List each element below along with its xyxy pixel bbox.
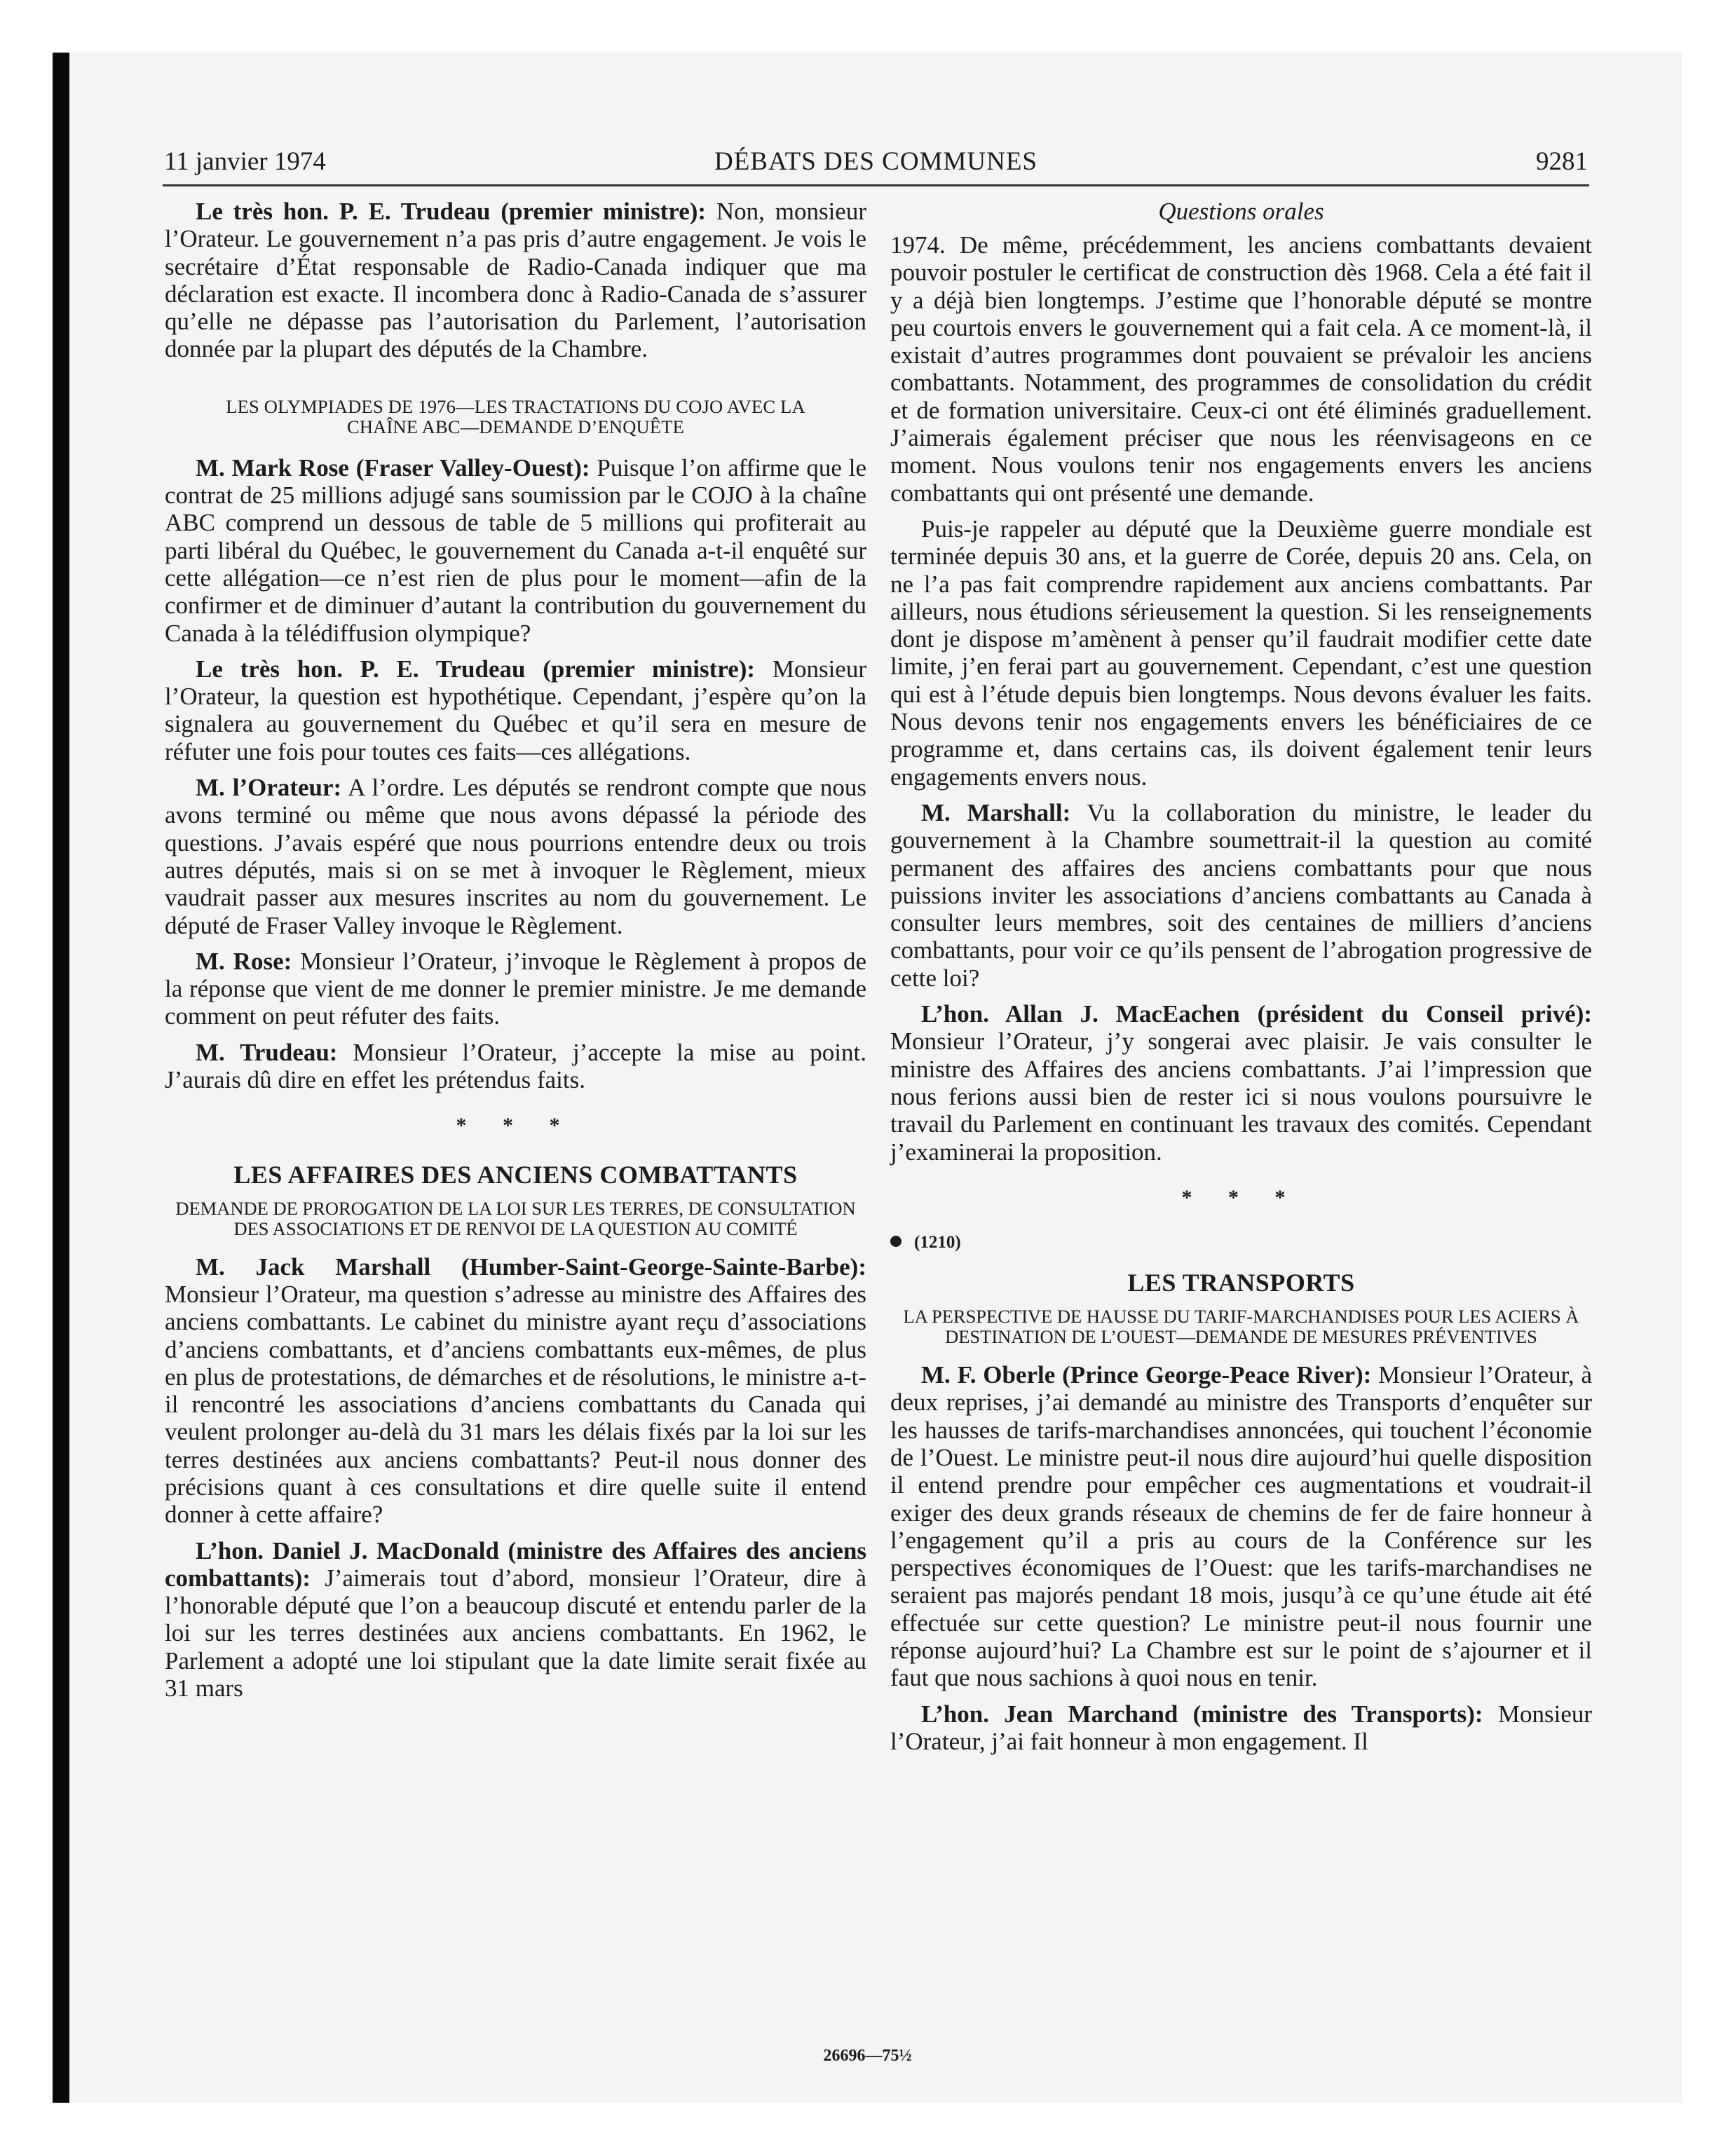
- speech: Vu la collaboration du ministre, le leader du gouvernement à la Chambre soumettrait-il la question au comité permanent des affaires des anciens combattants pour que nous puissions inviter les associations d’anciens combattants au Canada à consulter leurs membres, soit des centaines de milliers d’anciens combattants, pour voir ce qu’ils pensent de l’abrogation progressive de cette loi?: [890, 798, 1593, 992]
- speaker: Le très hon. P. E. Trudeau (premier ministre):: [196, 198, 707, 225]
- speech: A l’ordre. Les députés se rendront compte que nous avons terminé ou même que nous avons dépassé la période des questions. J’avais espéré que nous pourrions entendre deux ou trois autres députés, mais si on se met à invoquer le Règlement, mieux vaudrait passer aux mesures inscrites au nom du gouvernement. Le député de Fraser Valley invoque le Règlement.: [165, 774, 866, 939]
- speech: Monsieur l’Orateur, à deux reprises, j’ai demandé au ministre des Transports d’enquêter sur les hausses de tarifs-marchandises annoncées, qui touchent l’économie de l’Ouest. Le ministre peut-il nous dire aujourd’hui quelle disposition il entend prendre pour empêcher ces augmentations et voudrait-il exiger des deux grands réseaux de chemins de fer de faire honneur à l’engagement qu’il a pris au cours de la Conférence sur les perspectives économiques de l’Ouest: que les tarifs-marchandises ne seraient pas majorés pendant 18 mois, jusqu’à ce qu’une étude ait été effectuée sur cette question? Le ministre peut-il nous fournir une réponse aujourd’hui? La Chambre est sur le point de s’ajourner et il faut que nous sachions à quoi nous en tenir.: [890, 1361, 1592, 1692]
- speech: Monsieur l’Orateur, j’invoque le Règlement à propos de la réponse que vient de me donner le premier ministre. Je me demande comment on peut réfuter des faits.: [165, 947, 866, 1030]
- header-page-number: 9281: [1536, 147, 1588, 176]
- paragraph: 1974. De même, précédemment, les anciens combattants devaient pouvoir postuler le certificat de construction dès 1968. Cela a été fait il y a déjà bien longtemps. J’estime que l’honorable député se montre peu courtois envers le gouvernement qui a fait cela. A ce moment-là, il existait d’autres programmes dont pouvaient se prévaloir les anciens combattants. Notamment, des programmes de consolidation du crédit et de formation universitaire. Ceux-ci ont été éliminés graduellement. J’aimerais également préciser que nous les réenvisageons en ce moment. Nous voulons tenir nos engagements envers les anciens combattants qui ont présenté une demande.: [890, 231, 1592, 507]
- header-date: 11 janvier 1974: [164, 147, 326, 176]
- running-head: Questions orales: [1158, 198, 1324, 225]
- scan-left-edge: [53, 53, 69, 2103]
- speaker: M. Rose:: [196, 947, 292, 975]
- time-marker-text: (1210): [914, 1233, 961, 1253]
- speech: Monsieur l’Orateur, j’ai fait honneur à mon engagement. Il: [890, 1700, 1593, 1755]
- paragraph: [890, 799, 1592, 992]
- paragraph: [890, 1700, 1592, 1756]
- speech: Puisque l’on affirme que le contrat de 25 millions adjugé sans soumission par le COJO à la chaîne ABC comprend un dessous de table de 5 millions qui profiterait au parti libéral du Québec, le gouvernement du Canada a-t-il enquêté sur cette allégation—ce n’est rien de plus pour le moment—afin de la confirmer et de diminuer d’autant la contribution du gouvernement du Canada à la télédiffusion olympique?: [165, 453, 866, 647]
- speaker: L’hon. Allan J. MacEachen (président du Conseil privé):: [921, 1000, 1592, 1028]
- section-subtitle: LA PERSPECTIVE DE HAUSSE DU TARIF-MARCHANDISES POUR LES ACIERS À DESTINATION DE L’OUEST—DEMANDE DE MESURES PRÉVENTIVES: [903, 1306, 1579, 1348]
- speaker: L’hon. Jean Marchand (ministre des Transports):: [921, 1700, 1483, 1728]
- speech: Monsieur l’Orateur, j’accepte la mise au point. J’aurais dû dire en effet les prétendus faits.: [165, 1038, 866, 1094]
- speech: J’aimerais tout d’abord, monsieur l’Orateur, dire à l’honorable député que l’on a beaucoup discuté et entendu parler de la loi sur les terres destinées aux anciens combattants. En 1962, le Parlement a adopté une loi stipulant que la date limite serait fixée au 31 mars: [165, 1564, 866, 1703]
- speaker: M. F. Oberle (Prince George-Peace River):: [921, 1361, 1372, 1389]
- paragraph: [165, 454, 866, 647]
- speech: Monsieur l’Orateur, ma question s’adresse au ministre des Affaires des anciens combattants. Le cabinet du ministre ayant reçu d’associations d’anciens combattants, et d’anciens combattants eux-mêmes, de plus en plus de protestations, de démarches et de résolutions, le ministre a-t-il rencontré les associations d’anciens combattants du Canada qui veulent prolonger au-delà du 31 mars les délais fixés par la loi sur les terres destinées aux anciens combattants? Peut-il nous donner des précisions quant à ces consultations et dire quelle suite il entend donner à cette affaire?: [165, 1280, 866, 1529]
- header-publication: DÉBATS DES COMMUNES: [714, 147, 1037, 176]
- speaker: M. Jack Marshall (Humber-Saint-George-Sainte-Barbe):: [196, 1253, 866, 1281]
- bullet-icon: [890, 1236, 901, 1247]
- section-separator: * * *: [1181, 1185, 1301, 1209]
- paragraph: [165, 1537, 866, 1703]
- speaker: Le très hon. P. E. Trudeau (premier ministre):: [196, 655, 756, 683]
- right-column: [890, 198, 1592, 1763]
- speech: Non, monsieur l’Orateur. Le gouvernement n’a pas pris d’autre engagement. Je vois le secrétaire d’État responsable de Radio-Canada indiquer que ma déclaration est exacte. Il incombera donc à Radio-Canada de s’assurer qu’elle ne dépasse pas l’autorisation du Parlement, l’autorisation donnée par la plupart des députés de la Chambre.: [165, 198, 866, 363]
- speaker: M. Trudeau:: [196, 1038, 338, 1066]
- page-header: [163, 144, 1589, 186]
- paragraph: [890, 1361, 1592, 1692]
- paragraph: [165, 1039, 866, 1094]
- speaker: M. Marshall:: [921, 798, 1071, 826]
- section-heading: LES OLYMPIADES DE 1976—LES TRACTATIONS DU COJO AVEC LA CHAÎNE ABC—DEMANDE D’ENQUÊTE: [226, 395, 805, 437]
- speech: Monsieur l’Orateur, la question est hypothétique. Cependant, j’espère qu’on la signalera au gouvernement du Québec et qu’il sera en mesure de réfuter une fois pour toutes ces faits—ces allégations.: [165, 655, 866, 765]
- section-title: LES TRANSPORTS: [1127, 1269, 1355, 1297]
- section-title: LES AFFAIRES DES ANCIENS COMBATTANTS: [233, 1160, 798, 1189]
- paragraph: [165, 1253, 866, 1529]
- speaker: L’hon. Daniel J. MacDonald (ministre des Affaires des anciens combattants):: [165, 1536, 866, 1592]
- paragraph: [165, 655, 866, 765]
- speaker: M. Mark Rose (Fraser Valley-Ouest):: [196, 453, 590, 482]
- section-subtitle: DEMANDE DE PROROGATION DE LA LOI SUR LES TERRES, DE CONSULTATION DES ASSOCIATIONS ET DE RENVOI DE LA QUESTION AU COMITÉ: [175, 1197, 856, 1239]
- time-marker: [890, 1232, 1592, 1253]
- speaker: M. l’Orateur:: [196, 774, 342, 802]
- paragraph: [165, 948, 866, 1030]
- paragraph: [165, 198, 866, 363]
- section-separator: * * *: [456, 1114, 576, 1138]
- paragraph: Puis-je rappeler au député que la Deuxième guerre mondiale est terminée depuis 30 ans, et la guerre de Corée, depuis 20 ans. Cela, on ne l’a pas fait comprendre rapidement aux anciens combattants. Par ailleurs, nous étudions sérieusement la question. Si les renseignements dont je dispose m’amènent à penser qu’il faudrait modifier cette date limite, j’en ferai part au gouvernement. Cependant, c’est une question qui est à l’étude depuis bien longtemps. Nous devons évaluer les faits. Nous devons tenir nos engagements envers les bénéficiaires de ce programme et, dans certains cas, ils doivent également tenir leurs engagements envers nous.: [890, 514, 1592, 791]
- speech: Monsieur l’Orateur, j’y songerai avec plaisir. Je vais consulter le ministre des Affaires des anciens combattants. J’ai l’impression que nous ferions aussi bien de rester ici si nous voulons poursuivre le travail du Parlement en continuant les travaux des comités. Cependant j’examinerai la proposition.: [890, 1028, 1592, 1166]
- left-column: [165, 198, 866, 1710]
- print-code: 26696—75½: [823, 2047, 912, 2065]
- paragraph: [890, 1000, 1592, 1166]
- paragraph: [165, 774, 866, 939]
